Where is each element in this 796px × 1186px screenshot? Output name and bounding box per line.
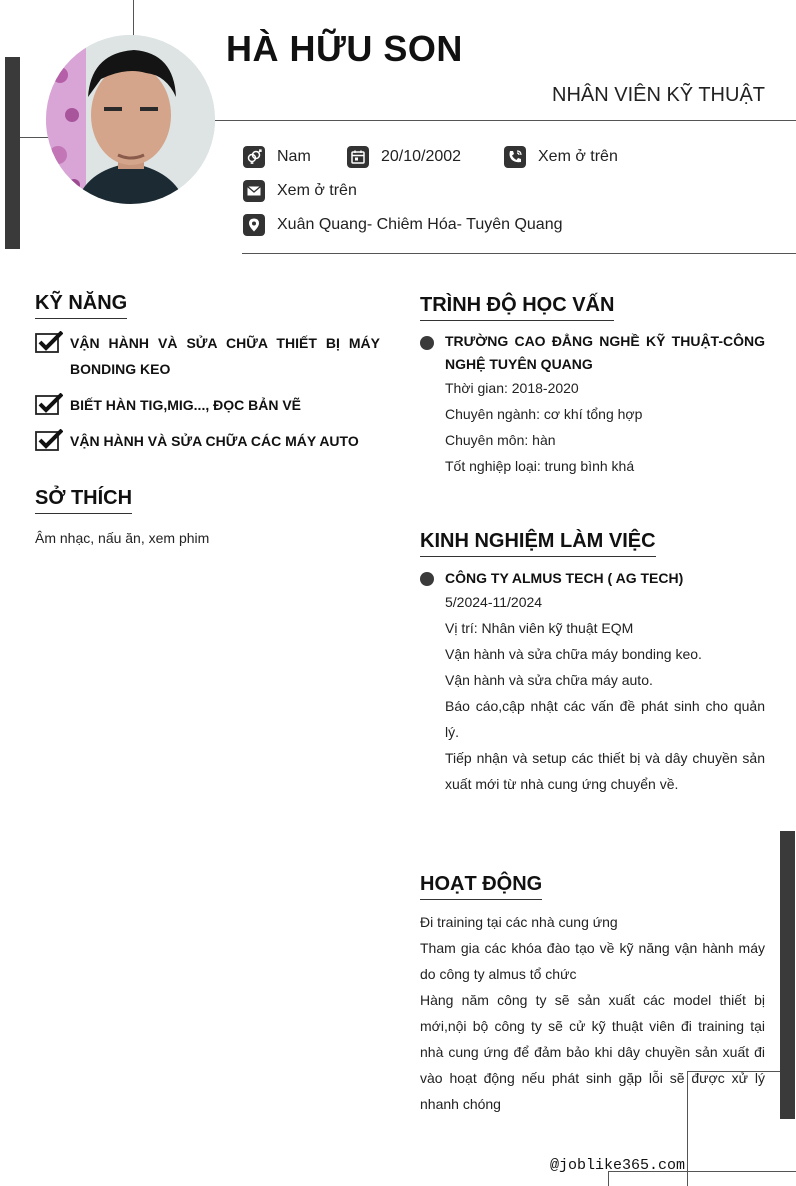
gender-icon — [243, 146, 265, 168]
skills-list — [35, 330, 380, 454]
hobbies-text: Âm nhạc, nấu ăn, xem phim — [35, 530, 210, 546]
phone-icon — [504, 146, 526, 168]
experience-period: 5/2024-11/2024 — [445, 594, 543, 610]
experience-bullet — [420, 572, 434, 586]
hobbies-title: SỞ THÍCH — [35, 487, 132, 514]
avatar-left-line — [20, 137, 50, 138]
skill-text: VẬN HÀNH VÀ SỬA CHỮA THIẾT BỊ MÁY BONDING KEO — [70, 335, 380, 377]
activity-line: Tham gia các khóa đào tạo về kỹ năng vận hành máy do công ty almus tổ chức — [420, 940, 765, 982]
experience-line: Vận hành và sửa chữa máy bonding keo. — [445, 646, 702, 662]
right-accent-bar — [780, 831, 795, 1119]
gender-item — [243, 146, 347, 168]
skill-item — [35, 392, 380, 418]
location-icon — [243, 214, 265, 236]
education-subject: Chuyên môn: hàn — [445, 432, 556, 448]
skill-text: VẬN HÀNH VÀ SỬA CHỮA CÁC MÁY AUTO — [70, 433, 359, 449]
experience-line: Vị trí: Nhân viên kỹ thuật EQM — [445, 620, 634, 636]
calendar-icon — [347, 146, 369, 168]
education-grade: Tốt nghiệp loại: trung bình khá — [445, 458, 635, 474]
contact-row-1 — [243, 146, 618, 168]
top-vertical-line — [133, 0, 134, 40]
skill-item — [35, 428, 380, 454]
activity-line: Đi training tại các nhà cung ứng — [420, 914, 618, 930]
checkbox-icon — [35, 429, 63, 451]
birthday-value: 20/10/2002 — [381, 148, 462, 165]
email-value: Xem ở trên — [277, 182, 357, 199]
education-time: Thời gian: 2018-2020 — [445, 380, 579, 396]
education-bullet — [420, 336, 434, 350]
left-accent-bar — [5, 57, 20, 249]
birthday-item — [347, 146, 504, 168]
activity-line: Hàng năm công ty sẽ sản xuất các model thiết bị mới,nội bộ công ty sẽ cử kỹ thuật viên đi training tại nhà cung ứng để đảm bảo khi dây chuyền sản xuất đi vào hoạt động nếu phát sinh gặp lỗi sẽ được xử lý nhanh chóng — [420, 992, 765, 1112]
education-title: TRÌNH ĐỘ HỌC VẤN — [420, 294, 614, 321]
avatar — [46, 35, 215, 204]
school-name: TRƯỜNG CAO ĐẲNG NGHỀ KỸ THUẬT-CÔNG NGHỆ TUYÊN QUANG — [445, 333, 765, 372]
skill-text: BIẾT HÀN TIG,MIG..., ĐỌC BẢN VẼ — [70, 397, 302, 413]
contact-row-2 — [243, 180, 357, 202]
contact-divider — [242, 253, 796, 254]
address-item — [243, 214, 563, 236]
contact-row-3 — [243, 214, 563, 236]
phone-value: Xem ở trên — [538, 148, 618, 165]
experience-line: Tiếp nhận và setup các thiết bị và dây chuyền sản xuất mới từ nhà cung ứng chuyển về. — [445, 750, 765, 792]
gender-value: Nam — [277, 148, 311, 165]
header-divider — [215, 120, 796, 121]
checkbox-icon — [35, 393, 63, 415]
skills-title: KỸ NĂNG — [35, 292, 127, 319]
experience-title: KINH NGHIỆM LÀM VIỆC — [420, 530, 656, 557]
address-value: Xuân Quang- Chiêm Hóa- Tuyên Quang — [277, 216, 563, 233]
phone-item — [504, 146, 618, 168]
company-name: CÔNG TY ALMUS TECH ( AG TECH) — [445, 570, 684, 586]
email-item — [243, 180, 357, 202]
activities-list — [420, 909, 765, 1117]
skill-item — [35, 330, 380, 382]
experience-entry — [445, 567, 765, 797]
education-major: Chuyên ngành: cơ khí tổng hợp — [445, 406, 643, 422]
checkbox-icon — [35, 331, 63, 353]
email-icon — [243, 180, 265, 202]
job-title: NHÂN VIÊN KỸ THUẬT — [552, 84, 765, 106]
education-entry — [445, 330, 765, 479]
experience-line: Vận hành và sửa chữa máy auto. — [445, 672, 653, 688]
candidate-name: HÀ HỮU SON — [226, 28, 463, 69]
watermark-text: @joblike365.com — [550, 1157, 686, 1174]
activities-title: HOẠT ĐỘNG — [420, 873, 542, 900]
experience-line: Báo cáo,cập nhật các vấn đề phát sinh cho quản lý. — [445, 698, 765, 740]
